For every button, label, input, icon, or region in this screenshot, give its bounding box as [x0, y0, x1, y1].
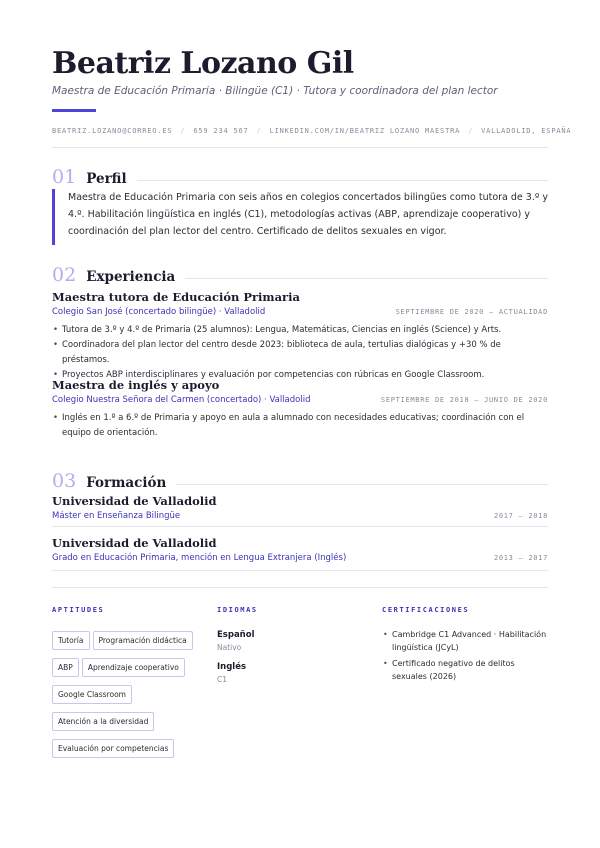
job-title: Maestra de inglés y apoyo [52, 378, 220, 392]
job-bullet: • Proyectos ABP interdisciplinares y evaluación por competencias con rúbricas en Google Classroom. [52, 368, 548, 383]
contact-separator: / [468, 127, 474, 135]
degree: Máster en Enseñanza Bilingüe [52, 511, 181, 521]
certifications-column [382, 606, 552, 687]
job-bullets [52, 323, 548, 383]
language-level: Nativo [217, 643, 242, 652]
contact-line [52, 127, 571, 135]
job-bullet: • Tutora de 3.º y 4.º de Primaria (25 alumnos): Lengua, Matemáticas, Ciencias en inglés (Science) y Arts. [52, 323, 548, 338]
section-number: 02 [52, 264, 77, 286]
languages-column [217, 606, 258, 694]
skill-chip: Programación didáctica [93, 631, 193, 650]
section-number: 01 [52, 166, 77, 188]
section-rule [185, 278, 548, 279]
contact-location: VALLADOLID, ESPAÑA [481, 127, 572, 135]
education-entry [52, 494, 548, 521]
job-title: Maestra tutora de Educación Primaria [52, 290, 300, 304]
language-name: Español [217, 630, 255, 640]
skills-column [52, 606, 202, 763]
job-bullet: • Coordinadora del plan lector del centro desde 2023: biblioteca de aula, tertulias dialógicas y +30 % de préstamos. [52, 338, 548, 368]
skill-chip: Google Classroom [52, 685, 132, 704]
job-bullet: • Inglés en 1.º a 6.º de Primaria y apoyo en aula a alumnado con necesidades educativas; coordinación con el equipo de orientación. [52, 411, 548, 441]
skill-chip: Atención a la diversidad [52, 712, 154, 731]
language-item [217, 662, 258, 684]
section-title: Experiencia [86, 268, 176, 285]
section-experience-heading [52, 263, 548, 285]
skill-chip: ABP [52, 658, 79, 677]
contact-linkedin[interactable]: LINKEDIN.COM/IN/BEATRIZ LOZANO MAESTRA [269, 127, 461, 135]
section-rule [137, 180, 548, 181]
section-title: Perfil [86, 170, 127, 187]
employer: Colegio San José (concertado bilingüe) · Valladolid [52, 307, 266, 317]
section-number: 03 [52, 470, 77, 492]
employer: Colegio Nuestra Señora del Carmen (concertado) · Valladolid [52, 395, 311, 405]
language-item [217, 630, 258, 652]
skill-chip: Evaluación por competencias [52, 739, 174, 758]
section-title: Formación [86, 474, 167, 491]
language-level: C1 [217, 675, 228, 684]
accent-divider [52, 109, 96, 112]
experience-entry [52, 290, 548, 383]
skill-chip: Tutoría [52, 631, 90, 650]
section-education-heading [52, 469, 548, 491]
institution: Universidad de Valladolid [52, 536, 217, 550]
section-profile-heading [52, 165, 548, 187]
institution: Universidad de Valladolid [52, 494, 217, 508]
education-divider [52, 570, 548, 571]
contact-phone[interactable]: 659 234 567 [193, 127, 249, 135]
education-dates: 2013 – 2017 [493, 554, 548, 562]
certifications-label: CERTIFICACIONES [382, 606, 470, 614]
candidate-tagline: Maestra de Educación Primaria · Bilingüe (C1) · Tutora y coordinadora del plan lector [52, 85, 498, 97]
job-dates: SEPTIEMBRE DE 2018 – JUNIO DE 2020 [380, 396, 548, 404]
certification-item: • Cambridge C1 Advanced · Habilitación lingüística (JCyL) [382, 629, 552, 654]
job-bullets [52, 411, 548, 441]
education-entry [52, 536, 548, 563]
languages-list [217, 630, 258, 684]
skills-label: APTITUDES [52, 606, 105, 614]
skill-chip: Aprendizaje cooperativo [82, 658, 185, 677]
section-rule [176, 484, 548, 485]
job-dates: SEPTIEMBRE DE 2020 – ACTUALIDAD [395, 308, 548, 316]
skills-chips [52, 628, 202, 763]
certifications-list [382, 629, 552, 683]
profile-text: Maestra de Educación Primaria con seis años en colegios concertados bilingües como tutora de 3.º y 4.º. Habilitación lingüística en inglés (C1), metodologías activas (ABP, aprendizaje cooperativo) y coordinación del plan lector del centro. Certificado de delitos sexuales en vigor. [68, 192, 548, 237]
header-rule [52, 147, 548, 148]
degree: Grado en Educación Primaria, mención en Lengua Extranjera (Inglés) [52, 553, 347, 563]
experience-entry [52, 378, 548, 441]
education-divider [52, 526, 548, 527]
contact-separator: / [256, 127, 262, 135]
language-name: Inglés [217, 662, 247, 672]
bottom-section-rule [52, 587, 548, 588]
contact-separator: / [180, 127, 186, 135]
contact-email[interactable]: BEATRIZ.LOZANO@CORREO.ES [52, 127, 173, 135]
candidate-name: Beatriz Lozano Gil [52, 46, 354, 81]
education-dates: 2017 – 2018 [493, 512, 548, 520]
profile-summary [52, 189, 548, 245]
certification-item: • Certificado negativo de delitos sexuales (2026) [382, 658, 552, 683]
languages-label: IDIOMAS [217, 606, 258, 614]
